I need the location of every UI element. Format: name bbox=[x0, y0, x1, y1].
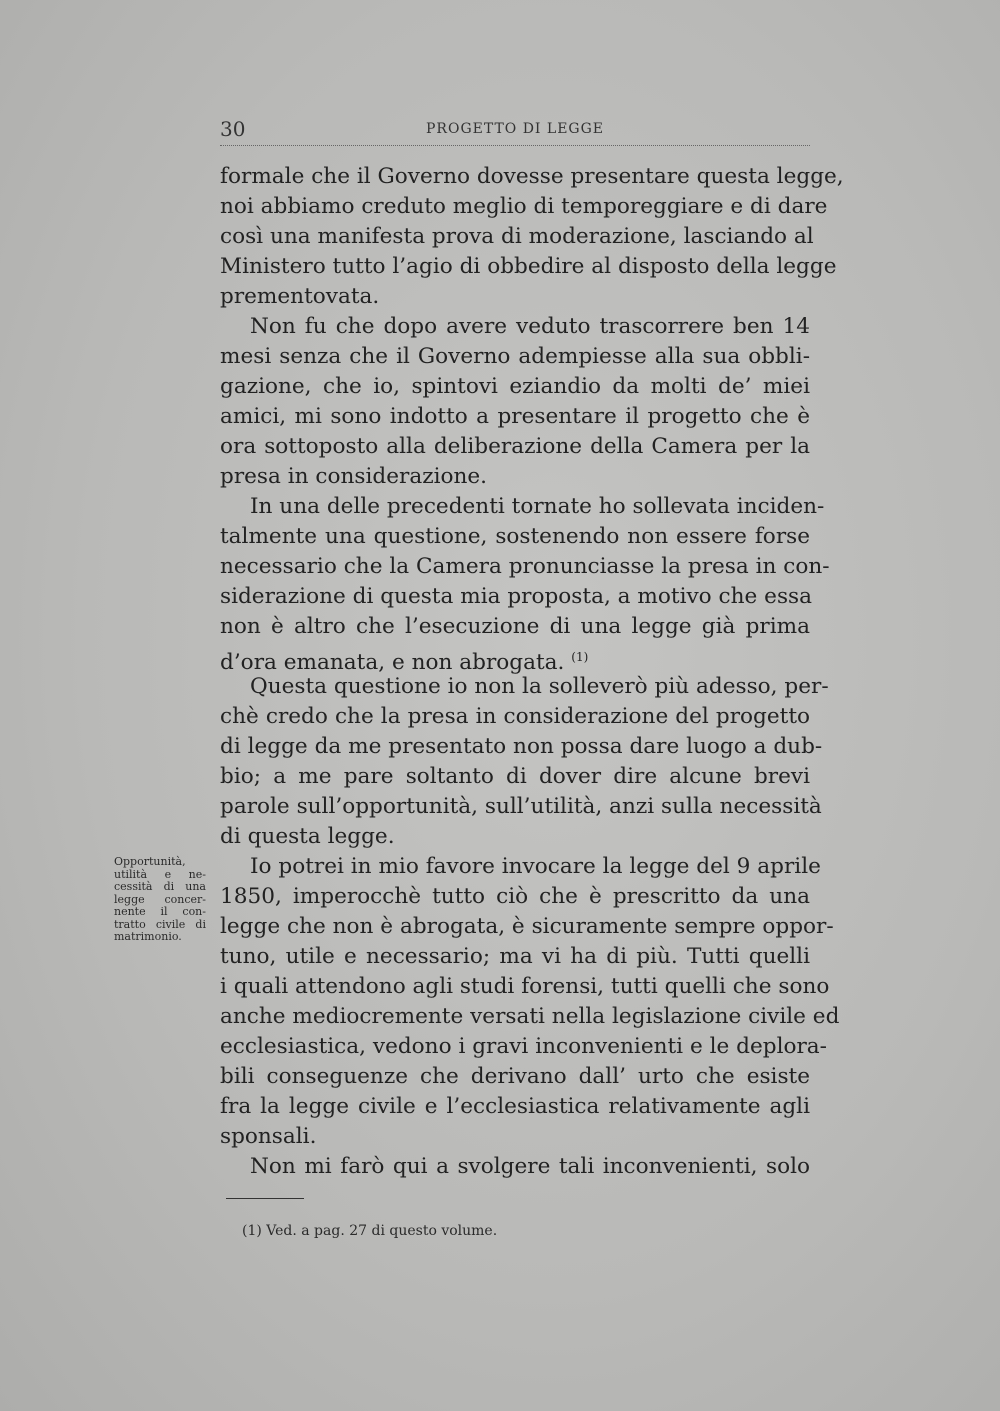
text-line: così una manifesta prova di moderazione, lasciando al bbox=[220, 224, 814, 249]
running-title: PROGETTO DI LEGGE bbox=[426, 121, 605, 137]
marginal-note-line: matrimonio. bbox=[114, 930, 182, 943]
body-text bbox=[220, 162, 844, 1182]
text-fragment: d’ora emanata, e non abrogata. bbox=[220, 650, 565, 676]
text-line: non è altro che l’esecuzione di una legge già prima bbox=[220, 614, 810, 639]
text-line: mesi senza che il Governo adempiesse alla sua obbli- bbox=[220, 344, 810, 369]
text-line: anche mediocremente versati nella legislazione civile ed bbox=[220, 1004, 840, 1029]
text-line: noi abbiamo creduto meglio di temporeggiare e di dare bbox=[220, 194, 828, 219]
text-line: tuno, utile e necessario; ma vi ha di più. Tutti quelli bbox=[220, 944, 810, 969]
text-line: prementovata. bbox=[220, 284, 380, 309]
text-line: necessario che la Camera pronunciasse la presa in con- bbox=[220, 554, 830, 579]
text-line: bio; a me pare soltanto di dover dire alcune brevi bbox=[220, 764, 810, 789]
text-line: Ministero tutto l’agio di obbedire al disposto della legge bbox=[220, 254, 837, 279]
marginal-note bbox=[114, 856, 206, 944]
text-line: fra la legge civile e l’ecclesiastica relativamente agli bbox=[220, 1094, 810, 1119]
text-line: formale che il Governo dovesse presentare questa legge, bbox=[220, 164, 844, 189]
footnote-divider bbox=[226, 1198, 304, 1199]
text-line: legge che non è abrogata, è sicuramente sempre oppor- bbox=[220, 914, 834, 939]
text-line: parole sull’opportunità, sull’utilità, anzi sulla necessità bbox=[220, 794, 822, 819]
paragraph-start-line: Non mi farò qui a svolgere tali inconvenienti, solo bbox=[250, 1154, 810, 1179]
text-line: siderazione di questa mia proposta, a motivo che essa bbox=[220, 584, 812, 609]
paragraph-start-line: Questa questione io non la solleverò più adesso, per- bbox=[250, 674, 829, 699]
text-line: sponsali. bbox=[220, 1124, 317, 1149]
marginal-note-line: tratto civile di bbox=[114, 917, 206, 931]
text-line: ecclesiastica, vedono i gravi inconvenienti e le deplora- bbox=[220, 1034, 827, 1059]
marginal-note-line: legge concer- bbox=[114, 892, 206, 906]
page-header bbox=[220, 117, 810, 145]
text-line: di legge da me presentato non possa dare luogo a dub- bbox=[220, 734, 823, 759]
text-line-with-note bbox=[220, 642, 810, 676]
text-line: gazione, che io, spintovi eziandio da molti de’ miei bbox=[220, 374, 810, 399]
text-line: talmente una questione, sostenendo non essere forse bbox=[220, 524, 810, 549]
paragraph-start-line: In una delle precedenti tornate ho sollevata inciden- bbox=[250, 494, 825, 519]
marginal-note-line: cessità di una bbox=[114, 880, 206, 893]
paragraph-start-line: Non fu che dopo avere veduto trascorrere ben 14 bbox=[250, 314, 810, 339]
page-number: 30 bbox=[220, 117, 246, 141]
text-line: bili conseguenze che derivano dall’ urto che esiste bbox=[220, 1064, 810, 1089]
marginal-note-line: Opportunità, bbox=[114, 855, 186, 868]
footnote-reference[interactable]: (1) bbox=[571, 650, 589, 664]
text-line: i quali attendono agli studi forensi, tutti quelli che sono bbox=[220, 974, 830, 999]
footnote: (1) Ved. a pag. 27 di questo volume. bbox=[242, 1223, 498, 1239]
header-divider bbox=[220, 145, 810, 146]
text-line: chè credo che la presa in considerazione del progetto bbox=[220, 704, 810, 729]
text-line: presa in considerazione. bbox=[220, 464, 488, 489]
text-line: di questa legge. bbox=[220, 824, 395, 849]
text-line: ora sottoposto alla deliberazione della Camera per la bbox=[220, 434, 810, 459]
text-line: 1850, imperocchè tutto ciò che è prescritto da una bbox=[220, 884, 810, 909]
marginal-note-line: utilità e ne- bbox=[114, 867, 206, 881]
marginal-note-line: nente il con- bbox=[114, 905, 206, 918]
paragraph-start-line: Io potrei in mio favore invocare la legge del 9 aprile bbox=[250, 854, 821, 879]
text-line: amici, mi sono indotto a presentare il progetto che è bbox=[220, 404, 810, 429]
